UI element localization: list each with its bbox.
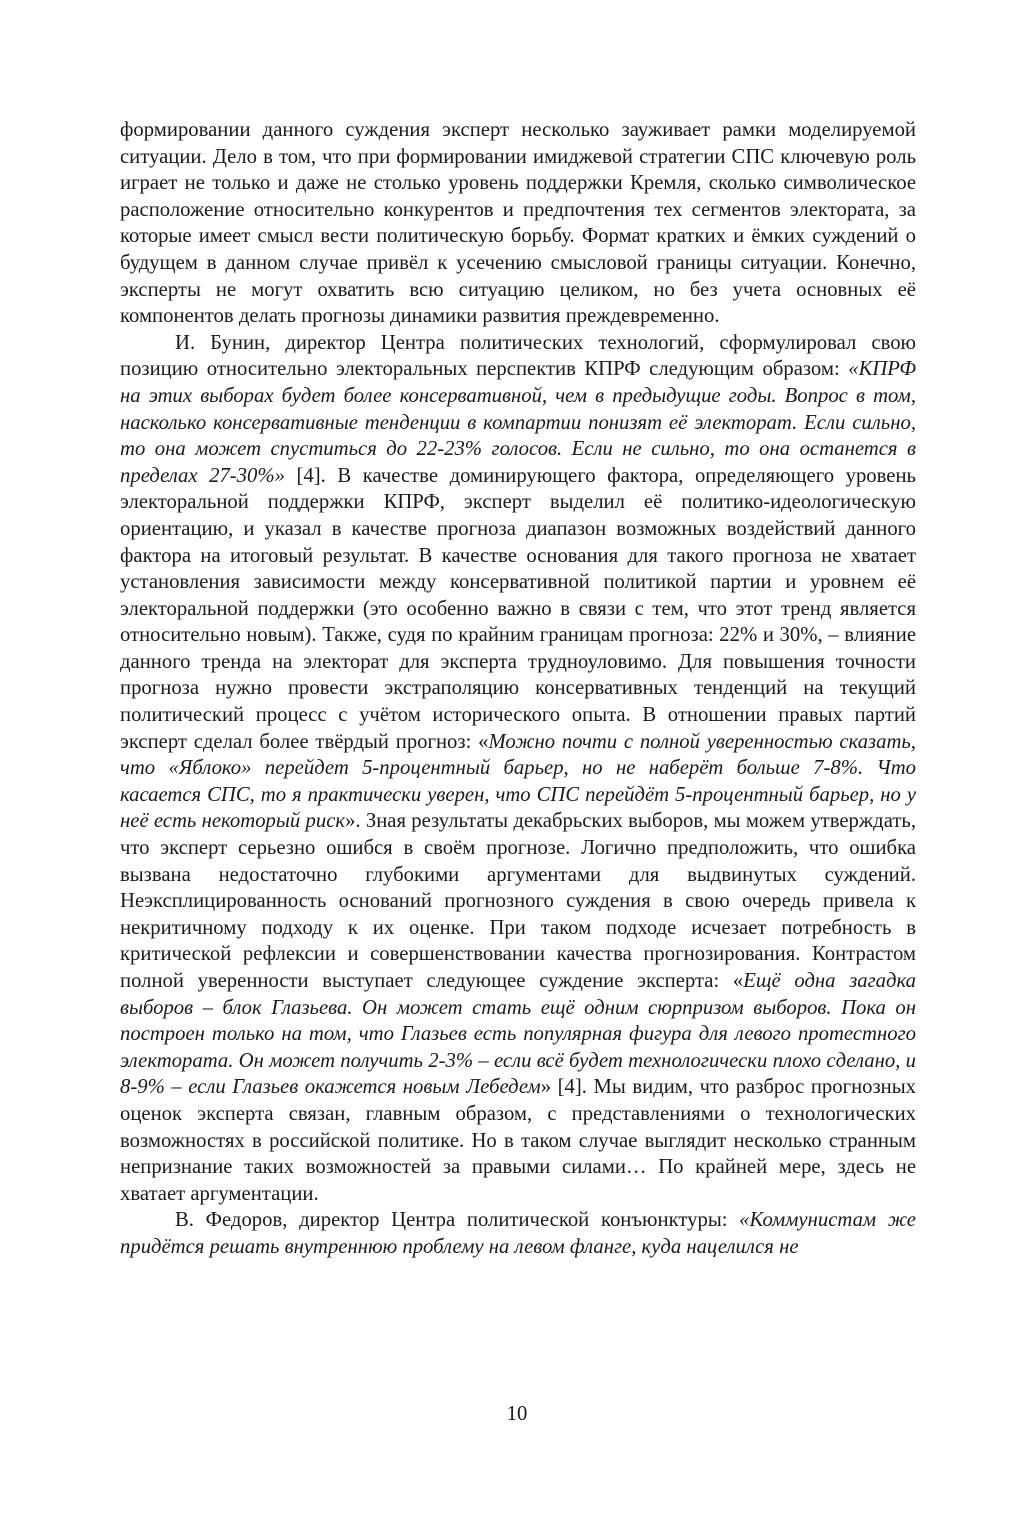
paragraph-intro: В. Федоров, директор Центра политической конъюнктуры: — [175, 1209, 740, 1232]
quote-right-parties: Можно почти с полной уверенностью сказать, что «Яблоко» перейдет 5-процентный барьер, но не наберёт больше 7-8%. Что касается СПС, то я практически уверен, что СПС перейдёт 5-процентный барьер, но у неё есть некоторый риск — [120, 730, 916, 833]
paragraph-text: формировании данного суждения эксперт несколько зауживает рамки моделируемой ситуации. Дело в том, что при формировании имиджевой стратегии СПС ключевую роль играет не только и даже не столько уровень поддержки Кремля, сколько символическое расположение относительно конкурентов и предпочтения тех сегментов электората, за которые имеет смысл вести политическую борьбу. Формат кратких и ёмких суждений о будущем в данном случае привёл к усечению смысловой границы ситуации. Конечно, эксперты не могут охватить всю ситуацию целиком, но без учета основных её компонентов делать прогнозы динамики развития преждевременно. — [120, 119, 916, 328]
paragraph-text: [4]. В качестве доминирующего фактора, определяющего уровень электоральной поддержки КПРФ, эксперт выделил её политико-идеологическую ориентацию, и указал в качестве прогноза диапазон возможных воздействий данного фактора на итоговый результат. В качестве основания для такого прогноза не хватает установления зависимости между консервативной политикой партии и уровнем её электоральной поддержки (это особенно важно в связи с тем, что этот тренд является относительно новым). Также, судя по крайним границам прогноза: 22% и 30%, – влияние данного тренда на электорат для эксперта трудноуловимо. Для повышения точности прогноза нужно провести экстраполяцию консервативных тенденций на текущий политический процесс с учётом исторического опыта. В отношении правых партий эксперт сделал более твёрдый прогноз: « — [120, 464, 916, 753]
quote-kprf: «КПРФ на этих выборах будет более консервативной, чем в предыдущие годы. Вопрос в том, насколько консервативные тенденции в компартии понизят её электорат. Если сильно, то она может спуститься до 22-23% голосов. Если не сильно, то она останется в пределах 27-30%» — [120, 358, 916, 487]
document-page — [120, 117, 916, 1261]
quote-glazyev: Ещё одна загадка выборов – блок Глазьева. Он может стать ещё одним сюрпризом выборов. Пока он построен только на том, что Глазьев есть популярная фигура для левого протестного электората. Он может получить 2-3% – если всё будет технологически плохо сделано, и 8-9% – если Глазьев окажется новым Лебедем — [120, 970, 916, 1099]
quote-communists: «Коммунистам же придётся решать внутреннюю проблему на левом фланге, куда нацелился не — [120, 1209, 916, 1258]
paragraph-text: » [4]. Мы видим, что разброс прогнозных оценок эксперта связан, главным образом, с представлениями о технологических возможностях в российской политике. Но в таком случае выглядит несколько странным непризнание таких возможностей за правыми силами… По крайней мере, здесь не хватает аргументации. — [120, 1076, 917, 1205]
paragraph-continuation — [120, 117, 916, 330]
page-number: 10 — [506, 1403, 528, 1425]
paragraph-bunin — [120, 330, 916, 1208]
paragraph-fedorov — [120, 1207, 916, 1260]
paragraph-intro: И. Бунин, директор Центра политических технологий, сформулировал свою позицию относительно электоральных перспектив КПРФ следующим образом: — [120, 331, 916, 381]
paragraph-text: ». Зная результаты декабрьских выборов, мы можем утверждать, что эксперт серьезно ошибся в своём прогнозе. Логично предположить, что ошибка вызвана недостаточно глубокими аргументами для выдвинутых суждений. Неэксплицированность оснований прогнозного суждения в свою очередь привела к некритичному подходу к их оценке. При таком подходе исчезает потребность в критической рефлексии и совершенствовании качества прогнозирования. Контрастом полной уверенности выступает следующее суждение эксперта: « — [120, 810, 916, 992]
